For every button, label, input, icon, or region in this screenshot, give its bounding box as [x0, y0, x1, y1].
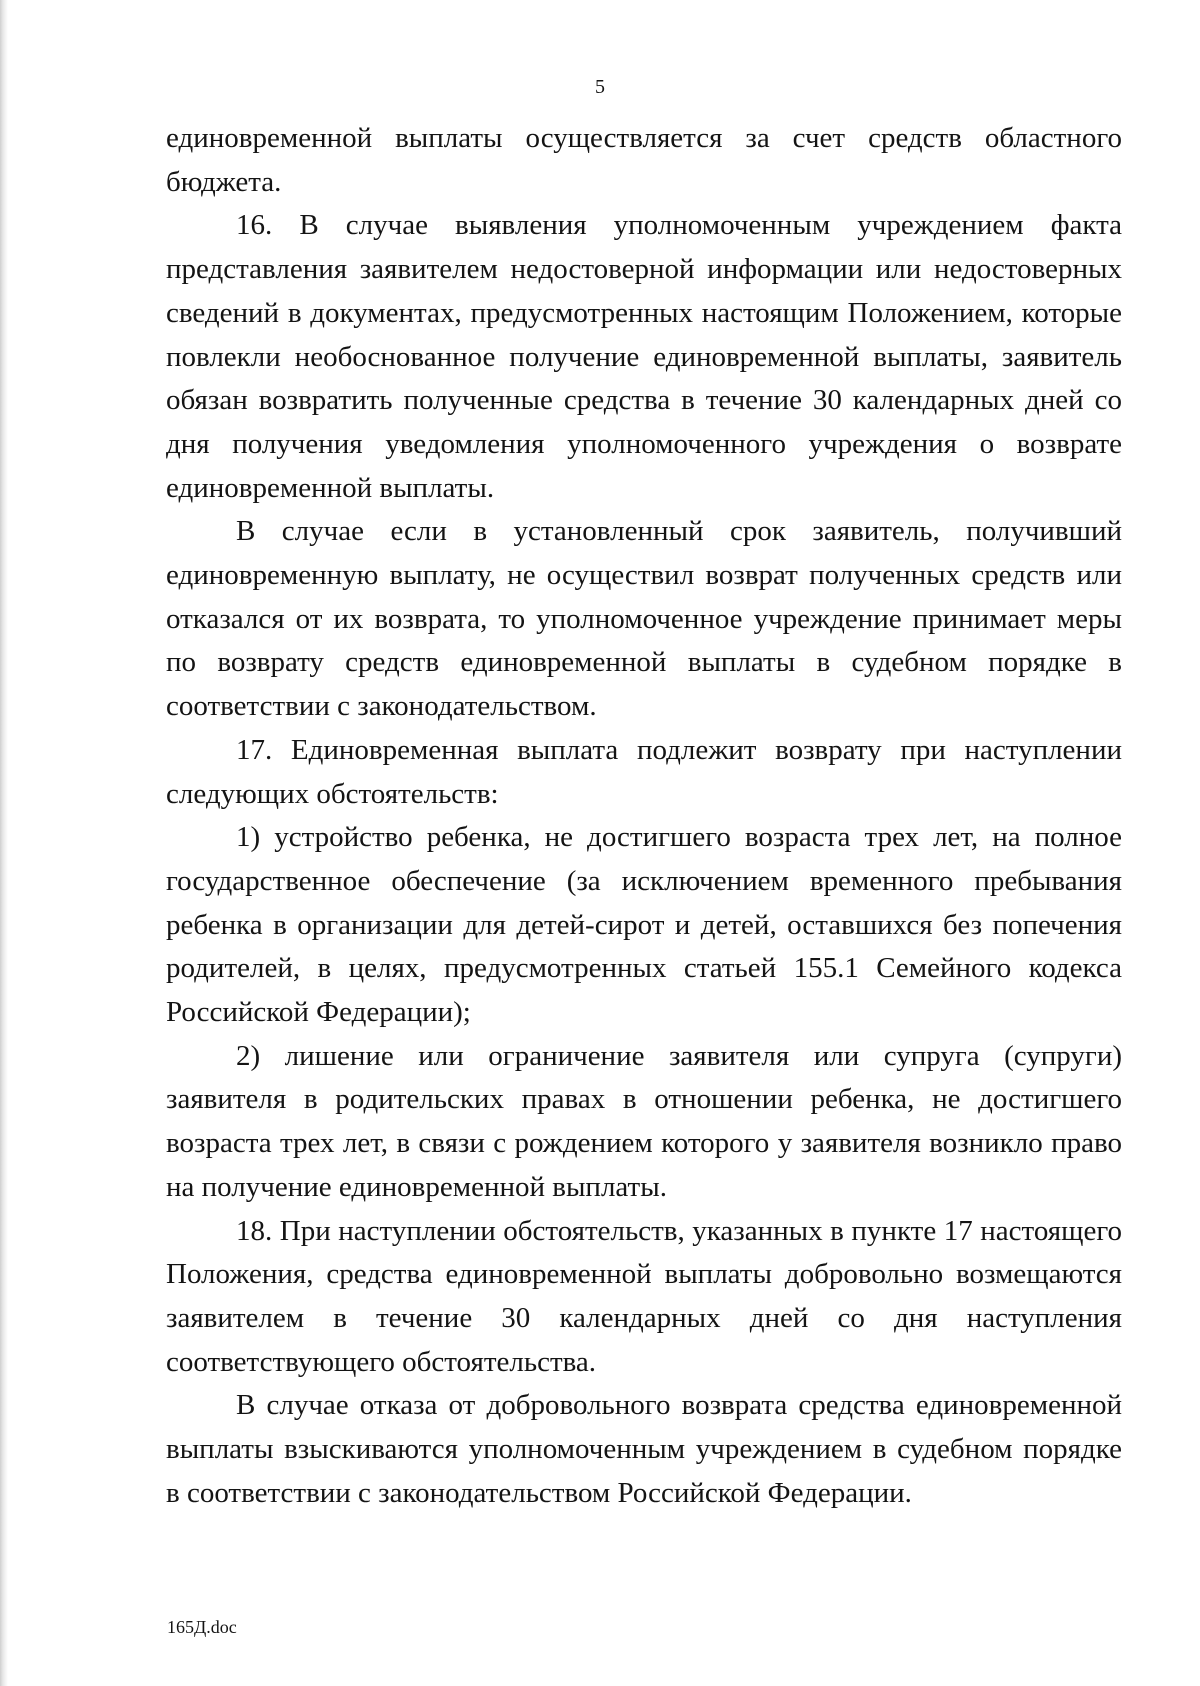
file-name-footer: 165Д.doc — [167, 1617, 237, 1637]
paragraph-item-16-refund: В случае если в установленный срок заявитель, получивший единовременную выплату, не осуществил возврат полученных средств или отказался от их возврата, то уполномоченное учреждение принимает меры по возврату средств единовременной выплаты в судебном порядке в соответствии с законодательством. — [166, 515, 1122, 723]
paragraph-item-16: 16. В случае выявления уполномоченным учреждением факта представления заявителем недостоверной информации или недостоверных сведений в документах, предусмотренных настоящим Положением, которые повлекли необоснованное получение единовременной выплаты, заявитель обязан возвратить полученные средства в течение 30 календарных дней со дня получения уведомления уполномоченного учреждения о возврате единовременной выплаты. — [166, 209, 1122, 504]
paragraph-continuation: единовременной выплаты осуществляется за счет средств областного бюджета. — [166, 122, 1122, 198]
paragraph-item-17-sub-2: 2) лишение или ограничение заявителя или супруга (супруги) заявителя в родительских правах в отношении ребенка, не достигшего возраста трех лет, в связи с рождением которого у заявителя возникло право на получение единовременной выплаты. — [166, 1039, 1122, 1203]
scan-edge-shadow — [0, 0, 8, 1686]
paragraph-item-18-refusal: В случае отказа от добровольного возврата средства единовременной выплаты взыскиваются уполномоченным учреждением в судебном порядке в соответствии с законодательством Российской Федерации. — [166, 1389, 1122, 1509]
paragraph-item-18: 18. При наступлении обстоятельств, указанных в пункте 17 настоящего Положения, средства единовременной выплаты добровольно возмещаются заявителем в течение 30 календарных дней со дня наступления соответствующего обстоятельства. — [166, 1214, 1122, 1378]
paragraph-item-17-sub-1: 1) устройство ребенка, не достигшего возраста трех лет, на полное государственное обеспечение (за исключением временного пребывания ребенка в организации для детей-сирот и детей, оставшихся без попечения родителей, в целях, предусмотренных статьей 155.1 Семейного кодекса Российской Федерации); — [166, 821, 1122, 1029]
document-body — [166, 117, 1122, 1516]
paragraph-item-17: 17. Единовременная выплата подлежит возврату при наступлении следующих обстоятельств: — [166, 733, 1122, 810]
page-number: 5 — [595, 76, 605, 98]
